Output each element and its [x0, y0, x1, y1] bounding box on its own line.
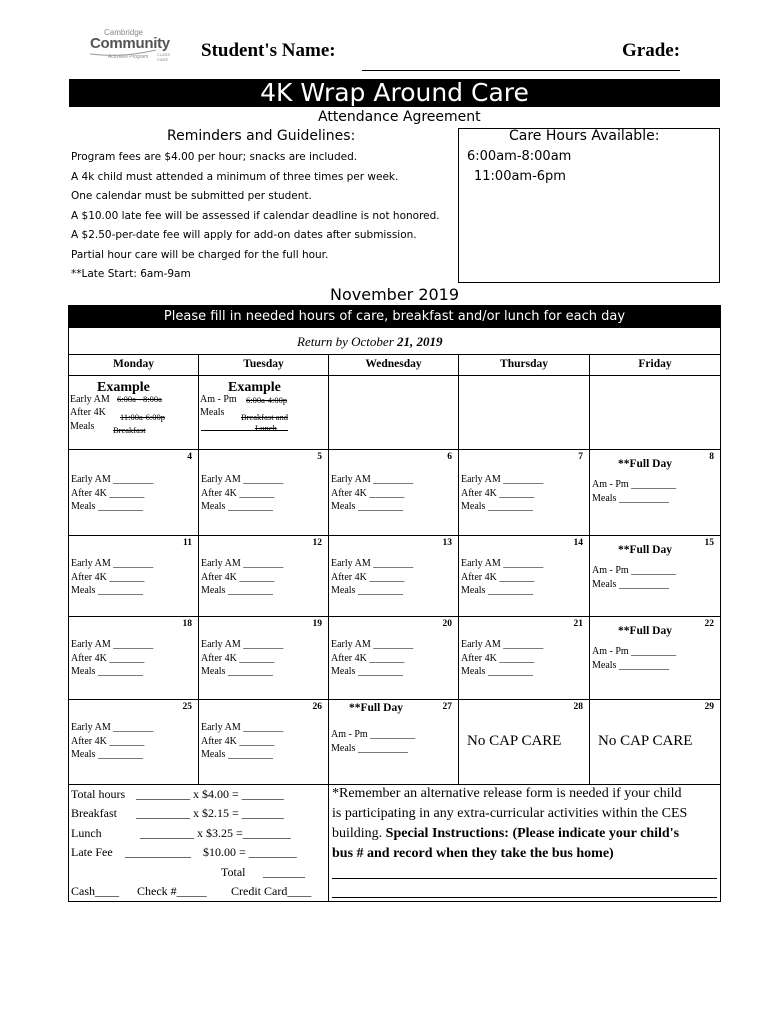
- example-monday-early-label: Early AM: [70, 394, 110, 405]
- early-am-field[interactable]: Early AM ________: [331, 558, 414, 569]
- after-4k-field[interactable]: After 4K _______: [331, 571, 405, 583]
- care-hours-afternoon: 11:00am-6pm: [474, 169, 566, 184]
- full-day-label: **Full Day: [618, 544, 672, 556]
- date-number-tuesday: 12: [312, 538, 322, 548]
- example-tuesday-ampm-value: 6:00a-4:00p: [246, 395, 288, 405]
- date-number-wednesday: 27: [442, 702, 452, 712]
- date-number-monday: 25: [182, 702, 192, 712]
- reminder-item: A $2.50-per-date fee will apply for add-on dates after submission.: [71, 229, 417, 241]
- logo-line-4: CLASS CARE: [157, 52, 171, 62]
- after-4k-field[interactable]: After 4K _______: [71, 571, 145, 583]
- total-label: Total: [221, 865, 246, 879]
- friday-meals-field[interactable]: Meals __________: [592, 659, 669, 671]
- meals-field[interactable]: Meals _________: [71, 749, 143, 760]
- full-day-label: **Full Day: [349, 702, 403, 714]
- page-subtitle: Attendance Agreement: [318, 109, 481, 125]
- logo-line-2: Community: [90, 35, 170, 52]
- date-number-wednesday: 20: [442, 619, 452, 629]
- notice-line-4: bus # and record when they take the bus home): [332, 846, 614, 861]
- meals-field[interactable]: Meals _________: [461, 666, 533, 677]
- notice-line-2: is participating in any extra-curricular activities within the CES: [332, 806, 688, 821]
- special-instructions-label: Special Instructions: (Please indicate your child's: [385, 826, 680, 841]
- full-day-label: **Full Day: [618, 458, 672, 470]
- grid-line: [69, 535, 720, 536]
- early-am-field[interactable]: Early AM ________: [71, 639, 154, 650]
- after-4k-field[interactable]: After 4K _______: [71, 735, 145, 747]
- notice-line-3a: building.: [332, 826, 383, 841]
- meals-field[interactable]: Meals _________: [461, 501, 533, 512]
- grid-line: [69, 616, 720, 617]
- date-number-thursday: 28: [573, 702, 583, 712]
- reminder-item: One calendar must be submitted per student.: [71, 190, 312, 202]
- late-fee-label: Late Fee: [71, 845, 113, 859]
- example-monday-meals-label: Meals: [70, 421, 95, 432]
- reminder-item: A $10.00 late fee will be assessed if calendar deadline is not honored.: [71, 210, 440, 222]
- return-by-date: 21, 2019: [397, 334, 443, 349]
- day-header-monday: Monday: [113, 358, 154, 370]
- return-by-prefix: Return by October: [297, 334, 394, 349]
- date-number-tuesday: 5: [317, 452, 322, 462]
- no-cap-care-label: No CAP CARE: [598, 733, 693, 749]
- after-4k-field[interactable]: After 4K _______: [461, 571, 535, 583]
- after-4k-field[interactable]: After 4K _______: [331, 652, 405, 664]
- am-pm-field[interactable]: Am - Pm _________: [592, 565, 677, 576]
- early-am-field[interactable]: Early AM ________: [461, 558, 544, 569]
- logo-swoosh-icon: [82, 28, 177, 78]
- early-am-field[interactable]: Early AM ________: [201, 474, 284, 485]
- example-monday-after-label: After 4K: [70, 407, 106, 418]
- meals-field[interactable]: Meals _________: [461, 585, 533, 596]
- friday-meals-field[interactable]: Meals __________: [592, 578, 669, 590]
- reminders-heading: Reminders and Guidelines:: [167, 128, 356, 144]
- date-number-thursday: 21: [573, 619, 583, 629]
- after-4k-field[interactable]: After 4K _______: [71, 487, 145, 499]
- example-tuesday-meals-label: Meals: [200, 407, 225, 418]
- meals-field[interactable]: Meals _________: [331, 501, 403, 512]
- care-hours-morning: 6:00am-8:00am: [467, 149, 572, 164]
- check-field[interactable]: Check #_____: [137, 884, 207, 898]
- example-label-monday: Example: [97, 380, 150, 395]
- after-4k-field[interactable]: After 4K _______: [461, 652, 535, 664]
- calendar-month: November 2019: [330, 285, 460, 304]
- grid-line: [198, 354, 199, 784]
- meals-field[interactable]: Meals _________: [201, 585, 273, 596]
- notice-line-1: *Remember an alternative release form is needed if your child: [332, 786, 682, 801]
- instructions-line-2[interactable]: [332, 897, 717, 898]
- early-am-field[interactable]: Early AM ________: [201, 639, 284, 650]
- student-name-line: [362, 70, 680, 71]
- early-am-field[interactable]: Early AM ________: [331, 639, 414, 650]
- date-number-tuesday: 26: [312, 702, 322, 712]
- grid-line: [589, 354, 590, 784]
- early-am-field[interactable]: Early AM ________: [461, 639, 544, 650]
- early-am-field[interactable]: Early AM ________: [201, 558, 284, 569]
- early-am-field[interactable]: Early AM ________: [71, 722, 154, 733]
- am-pm-field[interactable]: Am - Pm _________: [592, 479, 677, 490]
- total-field[interactable]: _______: [263, 865, 305, 879]
- example-monday-meals-value: Breakfast: [113, 425, 146, 435]
- return-by-text: [297, 334, 443, 350]
- notice-line-3: [332, 826, 679, 842]
- grid-line: [69, 699, 720, 700]
- lunch-label: Lunch: [71, 826, 102, 840]
- reminder-item: A 4k child must attended a minimum of three times per week.: [71, 171, 399, 183]
- reminder-item: Partial hour care will be charged for the full hour.: [71, 249, 329, 261]
- logo-line-3: Activities Program: [108, 54, 149, 60]
- no-cap-care-label: No CAP CARE: [467, 733, 562, 749]
- date-number-monday: 18: [182, 619, 192, 629]
- breakfast-field[interactable]: _________ x $2.15 = _______: [136, 806, 284, 820]
- day-header-friday: Friday: [638, 358, 672, 370]
- early-am-field[interactable]: Early AM ________: [71, 558, 154, 569]
- grid-line: [69, 375, 720, 376]
- date-number-friday: 22: [704, 619, 714, 629]
- credit-card-field[interactable]: Credit Card____: [231, 884, 312, 898]
- lunch-field[interactable]: _________ x $3.25 =________: [140, 826, 291, 840]
- am-pm-field[interactable]: Am - Pm _________: [592, 646, 677, 657]
- day-header-tuesday: Tuesday: [243, 358, 284, 370]
- day-header-wednesday: Wednesday: [365, 358, 422, 370]
- early-am-field[interactable]: Early AM ________: [461, 474, 544, 485]
- page-title: 4K Wrap Around Care: [69, 79, 720, 107]
- meals-field[interactable]: Meals _________: [201, 749, 273, 760]
- after-4k-field[interactable]: After 4K _______: [201, 652, 275, 664]
- grid-line: [69, 784, 720, 785]
- date-number-tuesday: 19: [312, 619, 322, 629]
- meals-field[interactable]: Meals _________: [71, 666, 143, 677]
- grid-line: [458, 354, 459, 784]
- example-label-tuesday: Example: [228, 380, 281, 395]
- full-day-label: **Full Day: [618, 625, 672, 637]
- date-number-friday: 29: [704, 702, 714, 712]
- reminder-item: **Late Start: 6am-9am: [71, 268, 191, 280]
- after-4k-field[interactable]: After 4K _______: [201, 487, 275, 499]
- after-4k-field[interactable]: After 4K _______: [331, 487, 405, 499]
- meals-field[interactable]: Meals _________: [201, 666, 273, 677]
- example-monday-early-value: 6:00a - 8:00a: [117, 394, 162, 404]
- cambridge-community-logo: [82, 28, 177, 78]
- date-number-thursday: 14: [573, 538, 583, 548]
- example-tuesday-meals-value-1: Breakfast and: [241, 412, 288, 422]
- logo-line-1: Cambridge: [104, 28, 144, 37]
- grade-label: Grade:: [622, 40, 681, 61]
- example-monday-after-value: 11:00a-6:00p: [120, 412, 166, 422]
- meals-field[interactable]: Meals _________: [201, 501, 273, 512]
- example-underline: [201, 430, 288, 431]
- early-am-field[interactable]: Early AM ________: [71, 474, 154, 485]
- after-4k-field[interactable]: After 4K _______: [71, 652, 145, 664]
- early-am-field[interactable]: Early AM ________: [331, 474, 414, 485]
- date-number-monday: 4: [187, 452, 192, 462]
- day-header-thursday: Thursday: [500, 358, 548, 370]
- cash-field[interactable]: Cash____: [71, 884, 119, 898]
- care-hours-heading: Care Hours Available:: [509, 128, 660, 144]
- student-name-label: Student's Name:: [201, 40, 336, 61]
- friday-meals-field[interactable]: Meals __________: [331, 742, 408, 754]
- meals-field[interactable]: Meals _________: [331, 666, 403, 677]
- meals-field[interactable]: Meals _________: [71, 585, 143, 596]
- breakfast-label: Breakfast: [71, 806, 117, 820]
- instruction-bar: Please fill in needed hours of care, breakfast and/or lunch for each day: [69, 306, 720, 328]
- instructions-line-1[interactable]: [332, 878, 717, 879]
- early-am-field[interactable]: Early AM ________: [201, 722, 284, 733]
- example-tuesday-meals-value-2: Lunch: [255, 423, 277, 433]
- after-4k-field[interactable]: After 4K _______: [201, 571, 275, 583]
- date-number-wednesday: 13: [442, 538, 452, 548]
- after-4k-field[interactable]: After 4K _______: [461, 487, 535, 499]
- grid-line: [69, 354, 720, 355]
- date-number-wednesday: 6: [447, 452, 452, 462]
- grid-line: [69, 449, 720, 450]
- date-number-friday: 15: [704, 538, 714, 548]
- date-number-thursday: 7: [578, 452, 583, 462]
- example-tuesday-ampm-label: Am - Pm: [200, 394, 237, 405]
- total-hours-label: Total hours: [71, 787, 126, 801]
- date-number-monday: 11: [183, 538, 192, 548]
- meals-field[interactable]: Meals _________: [71, 501, 143, 512]
- after-4k-field[interactable]: After 4K _______: [201, 735, 275, 747]
- grid-line: [328, 354, 329, 902]
- late-fee-field[interactable]: ___________ $10.00 = ________: [125, 845, 297, 859]
- friday-meals-field[interactable]: Meals __________: [592, 492, 669, 504]
- meals-field[interactable]: Meals _________: [331, 585, 403, 596]
- reminder-item: Program fees are $4.00 per hour; snacks are included.: [71, 151, 358, 163]
- am-pm-field[interactable]: Am - Pm _________: [331, 729, 416, 740]
- date-number-friday: 8: [709, 452, 714, 462]
- total-hours-field[interactable]: _________ x $4.00 = _______: [136, 787, 284, 801]
